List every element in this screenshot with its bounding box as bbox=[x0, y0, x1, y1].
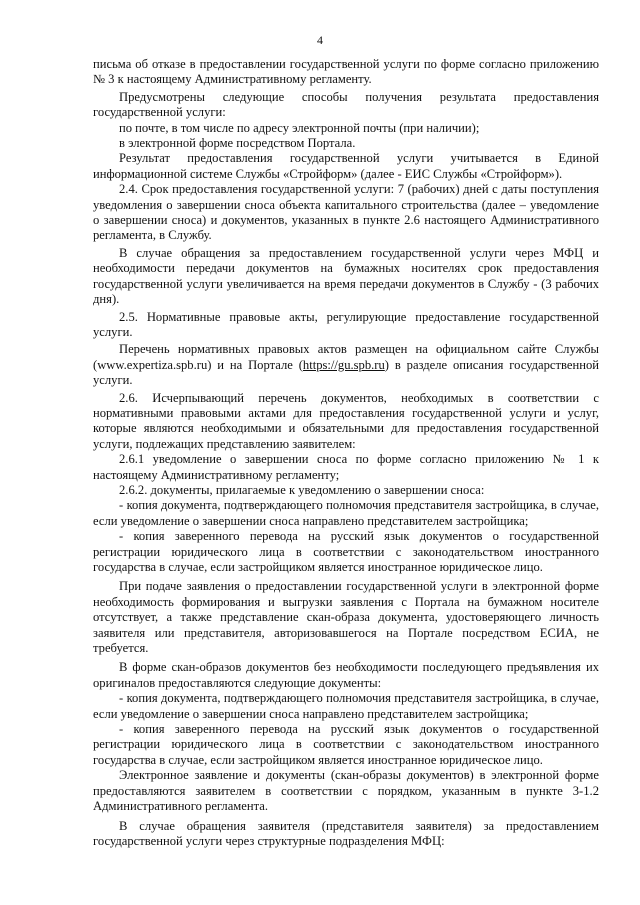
document-body bbox=[93, 57, 599, 849]
paragraph-electronic-form: в электронной форме посредством Портала. bbox=[119, 136, 356, 151]
paragraph-2-6-documents: 2.6. Исчерпывающий перечень документов, необходимых в соответствии с нормативными правовыми актами для предоставления государственной услуги и услуг, которые являются необходимыми и обязательными для предоставления государственной услуги, подлежащих представлению заявителем: bbox=[93, 390, 599, 451]
paragraph-item-translation-copy: - копия заверенного перевода на русский язык документов о государственной регистрации юридического лица в соответствии с законодательством иностранного государства в случае, если застройщиком является иностранное юридическое лицо. bbox=[93, 529, 599, 574]
paragraph-electronic-application: Электронное заявление и документы (скан-образы документов) в электронной форме предоставляются заявителем в соответствии с порядком, указанным в пункте 3-1.2 Административного регламента. bbox=[93, 768, 599, 814]
legal-acts-text-before: Перечень нормативных правовых актов размещен на официальном сайте Службы (www.expertiza.spb.ru) и на Портале ( bbox=[93, 342, 599, 372]
paragraph-by-mail: по почте, в том числе по адресу электронной почты (при наличии); bbox=[119, 120, 480, 135]
paragraph-mfc-term: В случае обращения за предоставлением государственной услуги через МФЦ и необходимости передачи документов на бумажных носителях срок предоставления государственной услуги увеличивается на время передачи документов в Службу - (3 рабочих дня). bbox=[93, 245, 599, 307]
paragraph-result-registration: Результат предоставления государственной услуги учитывается в Единой информационной системе Службы «Стройформ» (далее - ЕИС Службы «Стройформ»). bbox=[93, 151, 599, 181]
paragraph-refusal-letter-continuation: письма об отказе в предоставлении государственной услуги по форме согласно приложению № 3 к настоящему Административному регламенту. bbox=[93, 57, 599, 87]
legal-acts-text-after: ) в разделе описания государственной услуги. bbox=[93, 357, 600, 388]
paragraph-scan-item-proxy-copy: - копия документа, подтверждающего полномочия представителя застройщика, в случае, если уведомление о завершении сноса направлено представителем застройщика; bbox=[93, 691, 599, 721]
paragraph-electronic-submission: При подаче заявления о предоставлении государственной услуги в электронной форме необходимость формирования и выгрузки заявления с Портала на бумажном носителе отсутствует, а также представление скан-образа документа, удостоверяющего личность заявителя или представителя, авторизовавшегося на Портале посредством ЕСИА, не требуется. bbox=[93, 579, 599, 656]
paragraph-2-6-1: 2.6.1 уведомление о завершении сноса по форме согласно приложению № 1 к настоящему Административному регламенту; bbox=[93, 452, 599, 482]
paragraph-legal-acts-list bbox=[93, 342, 599, 388]
paragraph-mfc-applicant: В случае обращения заявителя (представителя заявителя) за предоставлением государственной услуги через структурные подразделения МФЦ: bbox=[93, 818, 599, 848]
paragraph-result-methods: Предусмотрены следующие способы получения результата предоставления государственной услуги: bbox=[93, 89, 599, 120]
paragraph-scan-item-translation-copy: - копия заверенного перевода на русский язык документов о государственной регистрации юридического лица в соответствии с законодательством иностранного государства в случае, если застройщиком является иностранное юридическое лицо. bbox=[93, 722, 599, 767]
portal-link[interactable]: https://gu.spb.ru bbox=[302, 357, 385, 372]
paragraph-item-proxy-copy: - копия документа, подтверждающего полномочия представителя застройщика, в случае, если уведомление о завершении сноса направлено представителем застройщика; bbox=[93, 498, 599, 528]
paragraph-2-4-term: 2.4. Срок предоставления государственной услуги: 7 (рабочих) дней с даты поступления уведомления о завершении сноса объекта капитального строительства (далее – уведомление о завершении сноса) и документов, указанных в пункте 2.6 настоящего Административного регламента, в Службу. bbox=[93, 182, 599, 243]
paragraph-2-5-legal-acts: 2.5. Нормативные правовые акты, регулирующие предоставление государственной услуги. bbox=[93, 309, 599, 339]
paragraph-2-6-2: 2.6.2. документы, прилагаемые к уведомлению о завершении сноса: bbox=[119, 482, 485, 497]
page-number: 4 bbox=[317, 33, 323, 47]
paragraph-scan-documents: В форме скан-образов документов без необходимости последующего предъявления их оригиналов предоставляются следующие документы: bbox=[93, 660, 599, 690]
